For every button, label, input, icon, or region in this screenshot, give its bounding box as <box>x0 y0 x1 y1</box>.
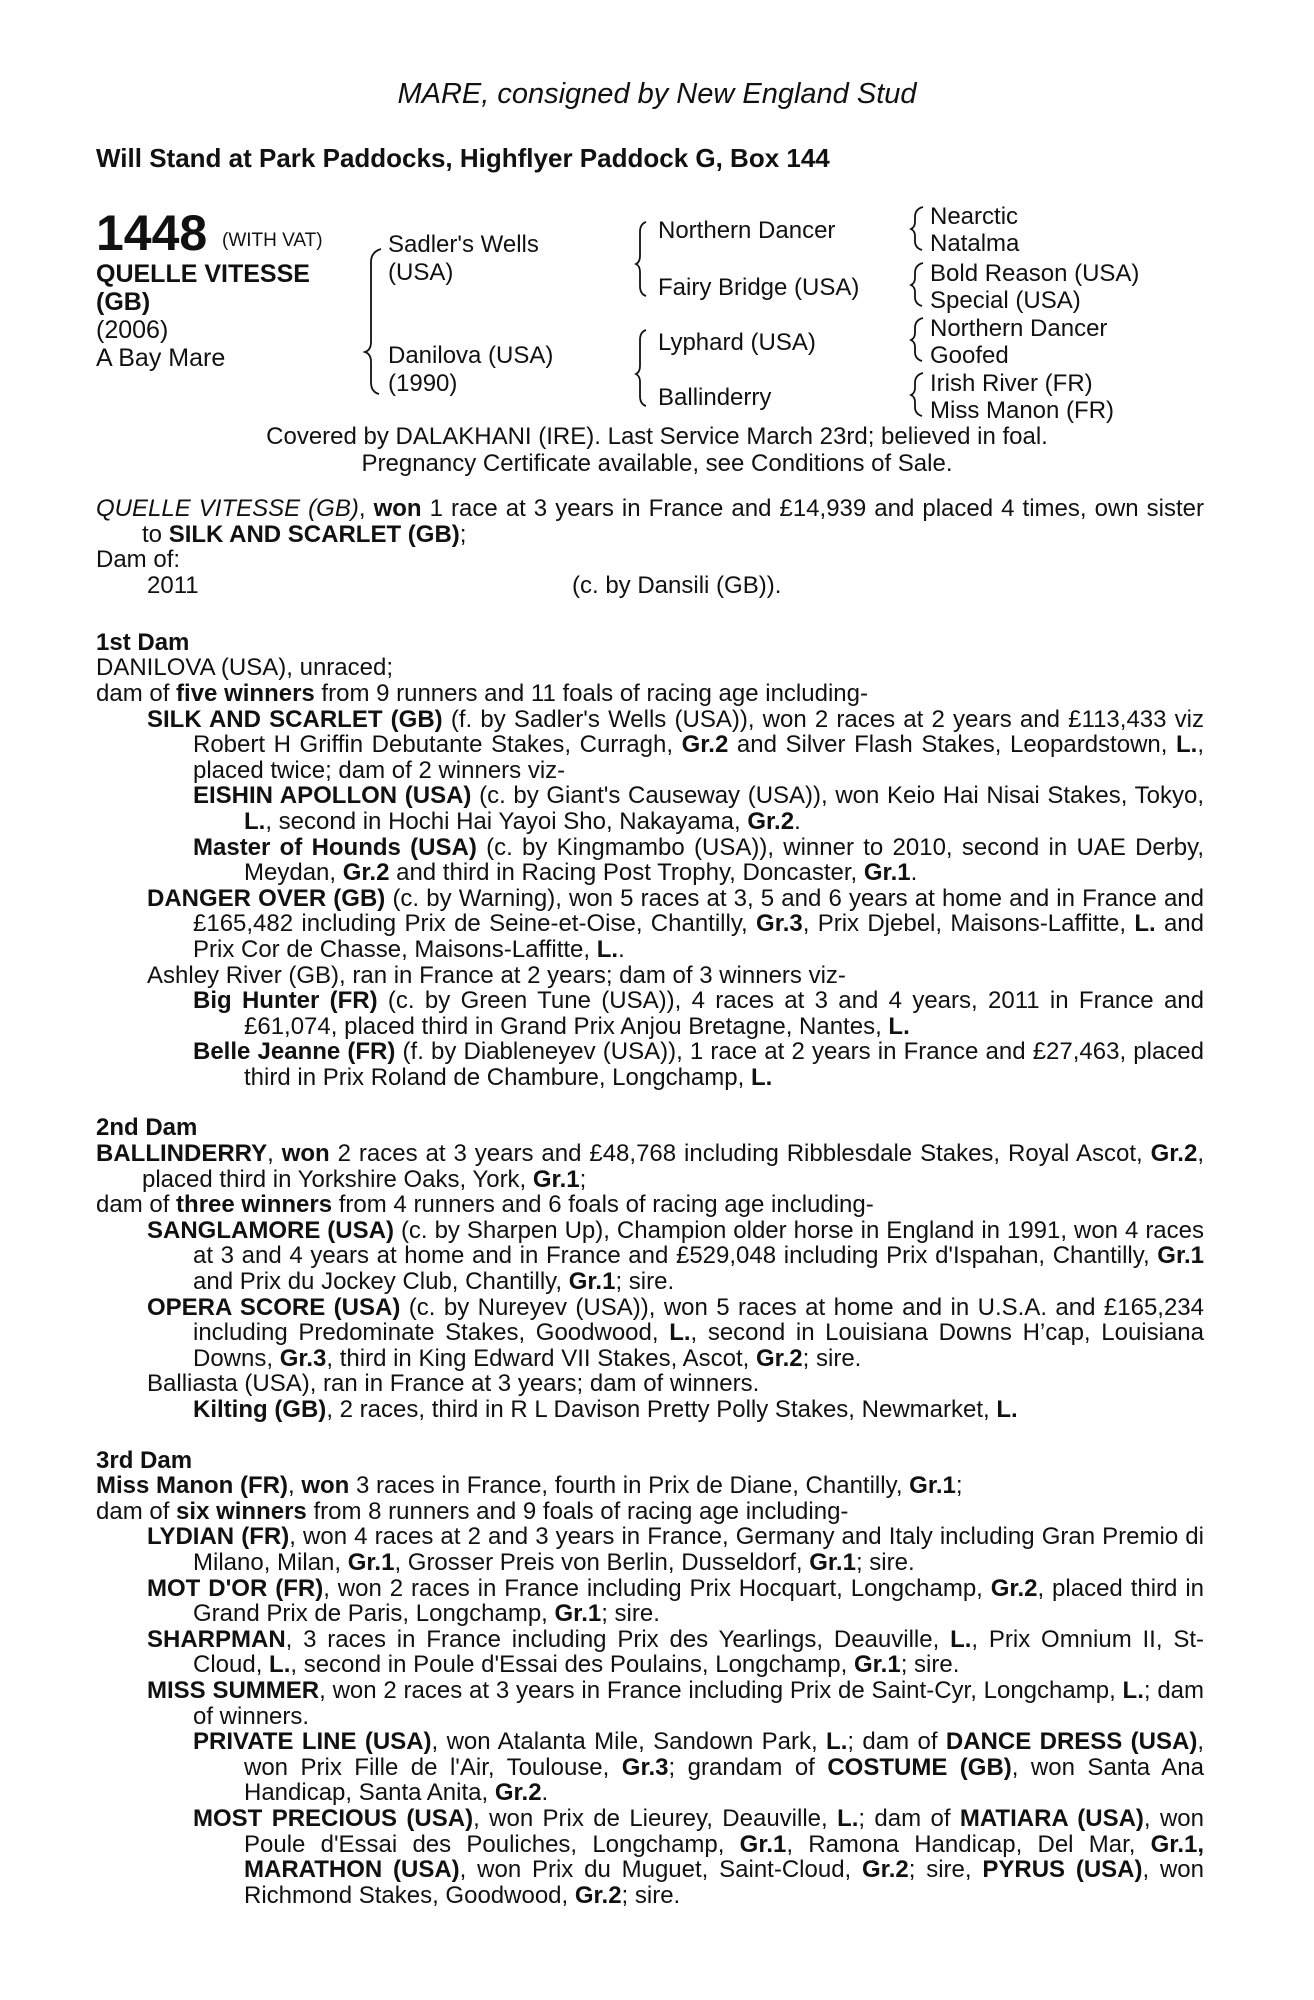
text: , won Prix du Muguet, Saint-Cloud, <box>459 1856 863 1884</box>
listed: L. <box>826 1728 848 1756</box>
entry-sanglamore <box>96 1218 1204 1295</box>
text: , placed third in Grand Prix de Paris, Longchamp, <box>193 1574 1205 1628</box>
winners-count: six winners <box>176 1497 307 1525</box>
text: . <box>618 935 625 963</box>
grade: Gr.1 <box>909 1472 956 1500</box>
pedigree-sdd: Special (USA) <box>930 287 1081 314</box>
second-dam-produce-summary <box>96 1192 1204 1218</box>
vat-note: (WITH VAT) <box>222 230 323 251</box>
grade: Gr.1 <box>809 1548 856 1576</box>
entry-belle-jeanne <box>96 1039 1204 1090</box>
listed: L. <box>269 1651 291 1679</box>
listed: L. <box>1176 731 1198 759</box>
won-label: won <box>281 1140 330 1168</box>
text: ; sire. <box>601 1600 660 1628</box>
entry-kilting <box>96 1397 1204 1423</box>
horse-name: DANGER OVER (GB) <box>147 884 386 912</box>
text: and Prix Cor de Chasse, Maisons-Laffitte, <box>193 910 1204 963</box>
horse-name: MATIARA (USA) <box>959 1804 1144 1832</box>
pedigree-dds: Irish River (FR) <box>930 370 1093 397</box>
grade: Gr.1 <box>853 1651 901 1679</box>
text: 3 races in France, fourth in Prix de Diane, Chantilly, <box>349 1472 910 1500</box>
entry-miss-summer <box>96 1678 1204 1729</box>
horse-name-ref: QUELLE VITESSE (GB) <box>96 495 359 522</box>
first-dam-heading: 1st Dam <box>96 628 190 656</box>
text: , won 4 races at 2 and 3 years in France, Germany and Italy including Gran Premio di Milano, Milan, <box>193 1523 1204 1576</box>
entry-ashley-river: Ashley River (GB), ran in France at 2 years; dam of 3 winners viz- <box>147 961 846 989</box>
text: , 3 races in France including Prix des Yearlings, Deauville, <box>285 1625 951 1653</box>
text: from 9 runners and 11 foals of racing age including- <box>314 679 868 707</box>
horse-name: MOT D'OR (FR) <box>147 1574 324 1602</box>
horse-name: Belle Jeanne (FR) <box>193 1038 396 1066</box>
grade: Gr.1 <box>1150 1830 1198 1858</box>
grade: Gr.2 <box>990 1574 1038 1602</box>
listed: L. <box>888 1012 910 1040</box>
text: , Prix Omnium II, St-Cloud, <box>193 1625 1204 1679</box>
text: . <box>910 859 918 887</box>
pedigree-dam-year: (1990) <box>388 370 458 397</box>
grade: Gr.2 <box>494 1779 542 1807</box>
text: ; sire. <box>615 1268 675 1296</box>
grade: Gr.1 <box>347 1548 395 1576</box>
dam-of-label: Dam of: <box>96 546 181 574</box>
grade: Gr.3 <box>621 1753 669 1781</box>
horse-name: DANCE DRESS (USA) <box>945 1728 1198 1756</box>
text: , won Santa Ana Handicap, Santa Anita, <box>244 1753 1205 1807</box>
listed: L. <box>750 1063 773 1091</box>
entry-private-line <box>96 1729 1204 1806</box>
horse-name: Master of Hounds (USA) <box>193 833 477 861</box>
text: , third in King Edward VII Stakes, Ascot, <box>326 1344 756 1372</box>
horse-name: Big Hunter (FR) <box>193 987 378 1015</box>
first-dam-produce-summary <box>96 681 1204 707</box>
entry-eishin-apollon <box>96 783 1204 834</box>
horse-name: EISHIN APOLLON (USA) <box>193 782 472 810</box>
intro-paragraph: QUELLE VITESSE (GB), won 1 race at 3 years in France and £14,939 and placed 4 times, own sister to SILK AND SCARLET (GB); <box>96 495 1205 548</box>
text: ; sire. <box>855 1548 915 1576</box>
grade: Gr.1 <box>568 1268 616 1296</box>
text: ; dam of <box>858 1804 960 1832</box>
text: (c. by Giant's Causeway (USA)), won Keio Hai Nisai Stakes, Tokyo, <box>471 782 1204 810</box>
pedigree-dam-dam: Ballinderry <box>658 384 772 411</box>
intro-text: 1 race at 3 years in France and £14,939 and placed 4 times, own sister to <box>142 495 1205 548</box>
text: ; <box>955 1472 963 1500</box>
listed: L. <box>596 935 619 963</box>
text: , won 2 races at 3 years in France including Prix de Saint-Cyr, Longchamp, <box>319 1676 1123 1704</box>
horse-name: BALLINDERRY <box>96 1140 268 1168</box>
pedigree-ddd: Miss Manon (FR) <box>930 397 1115 424</box>
text: (c. by Warning), won 5 races at 3, 5 and 6 years at home and in France and £165,482 including Prix de Seine-et-Oise, Chantilly, <box>193 884 1205 938</box>
consignor-header: MARE, consigned by New England Stud <box>397 78 917 110</box>
lot-number: 1448 <box>96 205 208 261</box>
winners-count: three winners <box>176 1191 333 1219</box>
grade: Gr.2 <box>747 807 795 835</box>
text: ; <box>579 1165 587 1193</box>
horse-name: MISS SUMMER <box>147 1676 320 1704</box>
entry-balliasta: Balliasta (USA), ran in France at 3 years; dam of winners. <box>147 1370 760 1398</box>
produce-row <box>96 573 1204 599</box>
text: (c. by Sharpen Up), Champion older horse in England in 1991, won 4 races at 3 and 4 years at home and in France and £529,048 including Prix d'Ispahan, Chantilly, <box>193 1216 1205 1270</box>
entry-master-of-hounds <box>96 835 1204 886</box>
text: , won Richmond Stakes, Goodwood, <box>244 1856 1204 1909</box>
horse-name: SANGLAMORE (USA) <box>147 1216 394 1244</box>
text: ; sire, <box>908 1856 983 1884</box>
text: , second in Hochi Hai Yayoi Sho, Nakayama, <box>265 807 748 835</box>
text: dam of <box>96 1497 177 1525</box>
second-dam-heading: 2nd Dam <box>96 1114 198 1142</box>
text: , 2 races, third in R L Davison Pretty Polly Stakes, Newmarket, <box>326 1396 997 1423</box>
text: , won 2 races in France including Prix Hocquart, Longchamp, <box>323 1574 991 1602</box>
horse-name: SHARPMAN <box>147 1625 286 1653</box>
text: (f. by Sadler's Wells (USA)), won 2 races at 2 years and £113,433 viz Robert H Griffin Debutante Stakes, Curragh, <box>193 705 1205 759</box>
entry-danger-over <box>96 886 1204 963</box>
pedigree-sire-sire: Northern Dancer <box>658 217 836 244</box>
horse-name: OPERA SCORE (USA) <box>147 1293 401 1321</box>
listed: L. <box>950 1625 972 1653</box>
grade: Gr.3 <box>756 910 803 938</box>
grade: Gr.3 <box>279 1344 327 1372</box>
text: and Prix du Jockey Club, Chantilly, <box>193 1268 569 1296</box>
listed: L. <box>669 1319 691 1347</box>
grade: Gr.2 <box>342 859 390 887</box>
text: , Grosser Preis von Berlin, Dusseldorf, <box>394 1548 810 1576</box>
third-dam-record: Miss Manon (FR), won 3 races in France, fourth in Prix de Diane, Chantilly, Gr.1; <box>96 1472 963 1500</box>
grade: Gr.2 <box>681 731 729 759</box>
grade: Gr.1 <box>739 1830 787 1858</box>
text: , won Prix de Lieurey, Deauville, <box>473 1804 838 1832</box>
sister-name: SILK AND SCARLET (GB) <box>168 520 460 548</box>
entry-lydian <box>96 1524 1204 1575</box>
text: , second in Louisiana Downs H’cap, Louisiana Downs, <box>193 1319 1204 1372</box>
text: . <box>794 807 801 835</box>
listed: L. <box>1122 1676 1144 1704</box>
text: ; sire. <box>802 1344 862 1372</box>
pedigree-sds: Bold Reason (USA) <box>930 260 1140 287</box>
horse-name: PYRUS (USA) <box>982 1856 1143 1884</box>
text: dam of <box>96 1191 177 1219</box>
text: ; grandam of <box>668 1753 828 1781</box>
third-dam-produce-summary <box>96 1499 1204 1525</box>
pedigree-ssd: Natalma <box>930 230 1020 257</box>
listed: L. <box>244 807 266 835</box>
second-dam-record: BALLINDERRY, won 2 races at 3 years and £48,768 including Ribblesdale Stakes, Royal Ascot, Gr.2, placed third in Yorkshire Oaks, York, Gr.1; <box>96 1140 1204 1193</box>
text: , won Poule d'Essai des Pouliches, Longchamp, <box>244 1804 1204 1858</box>
entry-big-hunter <box>96 988 1204 1039</box>
text: (c. by Nureyev (USA)), won 5 races at home and in U.S.A. and £165,234 including Predominate Stakes, Goodwood, <box>193 1293 1205 1347</box>
won-label: won <box>373 495 422 522</box>
winners-count: five winners <box>176 679 315 707</box>
grade: Gr.2 <box>862 1856 909 1884</box>
intro-end: ; <box>459 520 467 548</box>
horse-name: COSTUME (GB) <box>827 1753 1012 1781</box>
covering-line: Covered by DALAKHANI (IRE). Last Service March 23rd; believed in foal. <box>266 423 1048 450</box>
grade: Gr.2 <box>755 1344 803 1372</box>
text: ; dam of <box>847 1728 946 1756</box>
text: from 8 runners and 9 foals of racing age including- <box>306 1497 849 1525</box>
horse-name: MOST PRECIOUS (USA) <box>193 1804 474 1832</box>
horse-name: Miss Manon (FR) <box>96 1472 288 1500</box>
text: (c. by Kingmambo (USA)), winner to 2010, second in UAE Derby, Meydan, <box>244 833 1205 887</box>
entry-silk-and-scarlet <box>96 707 1204 784</box>
text: , Ramona Handicap, Del Mar, <box>786 1830 1151 1858</box>
pedigree-sire-country: (USA) <box>388 259 454 286</box>
text: and third in Racing Post Trophy, Doncaster, <box>389 859 864 887</box>
third-dam-heading: 3rd Dam <box>96 1446 193 1474</box>
horse-name: PRIVATE LINE (USA) <box>193 1728 432 1756</box>
listed: L. <box>1134 910 1156 938</box>
horse-description: A Bay Mare <box>96 344 226 372</box>
grade: Gr.2 <box>1150 1140 1198 1168</box>
text: , <box>1197 1830 1205 1858</box>
text: , won Prix Fille de l'Air, Toulouse, <box>244 1728 1205 1781</box>
horse-identity <box>96 260 310 372</box>
horse-name: LYDIAN (FR) <box>147 1523 290 1551</box>
pedigree-dsd: Goofed <box>930 342 1009 369</box>
horse-name: SILK AND SCARLET (GB) <box>147 705 443 733</box>
text: , placed twice; dam of 2 winners viz- <box>193 731 1204 784</box>
stable-location: Will Stand at Park Paddocks, Highflyer Paddock G, Box 144 <box>96 143 830 173</box>
first-dam-name: DANILOVA (USA), unraced; <box>96 654 393 682</box>
entry-opera-score <box>96 1295 1204 1372</box>
text: (c. by Green Tune (USA)), 4 races at 3 and 4 years, 2011 in France and £61,074, placed third in Grand Prix Anjou Bretagne, Nantes, <box>244 987 1204 1040</box>
text: and Silver Flash Stakes, Leopardstown, <box>728 731 1176 759</box>
horse-name: QUELLE VITESSE <box>96 260 310 288</box>
horse-year: (2006) <box>96 316 169 344</box>
text: from 4 runners and 6 foals of racing age including- <box>332 1191 874 1219</box>
text: ; sire. <box>621 1881 681 1909</box>
pedigree-dam: Danilova (USA) <box>388 342 554 369</box>
pedigree-dam-sire: Lyphard (USA) <box>658 329 816 356</box>
produce-detail: (c. by Dansili (GB)). <box>572 571 782 599</box>
entry-most-precious <box>96 1806 1204 1908</box>
horse-country: (GB) <box>96 288 151 316</box>
won-label: won <box>301 1472 350 1500</box>
pedigree-details <box>96 496 1204 1908</box>
grade: Gr.1 <box>554 1600 602 1628</box>
text: 2 races at 3 years and £48,768 including Ribblesdale Stakes, Royal Ascot, <box>329 1140 1151 1168</box>
text: , Prix Djebel, Maisons-Laffitte, <box>802 910 1135 938</box>
entry-mot-dor <box>96 1576 1204 1627</box>
pedigree-sss: Nearctic <box>930 203 1019 230</box>
produce-year: 2011 <box>147 571 199 599</box>
text: dam of <box>96 679 177 707</box>
text: . <box>541 1779 549 1807</box>
text: ; sire. <box>900 1651 960 1679</box>
grade: Gr.1 <box>1157 1242 1204 1270</box>
covering-note <box>0 423 1314 477</box>
listed: L. <box>996 1396 1018 1423</box>
text: , second in Poule d'Essai des Poulains, Longchamp, <box>290 1651 854 1679</box>
text: (f. by Diableneyev (USA)), 1 race at 2 years in France and £27,463, placed third in Prix Roland de Chambure, Longchamp, <box>244 1038 1205 1091</box>
pregnancy-line: Pregnancy Certificate available, see Conditions of Sale. <box>361 450 953 477</box>
text: , won Atalanta Mile, Sandown Park, <box>431 1728 827 1756</box>
grade: Gr.1 <box>863 859 911 887</box>
pedigree-dss: Northern Dancer <box>930 315 1108 342</box>
entry-sharpman <box>96 1627 1204 1678</box>
text: , placed third in Yorkshire Oaks, York, <box>142 1140 1204 1193</box>
listed: L. <box>837 1804 859 1832</box>
horse-name: Kilting (GB) <box>193 1396 327 1423</box>
pedigree-sire: Sadler's Wells <box>388 231 539 258</box>
grade: Gr.2 <box>574 1881 622 1909</box>
horse-name: MARATHON (USA) <box>244 1856 460 1884</box>
grade: Gr.1 <box>532 1165 580 1193</box>
pedigree-sire-dam: Fairy Bridge (USA) <box>658 274 860 301</box>
text: ; dam of winners. <box>193 1676 1205 1730</box>
